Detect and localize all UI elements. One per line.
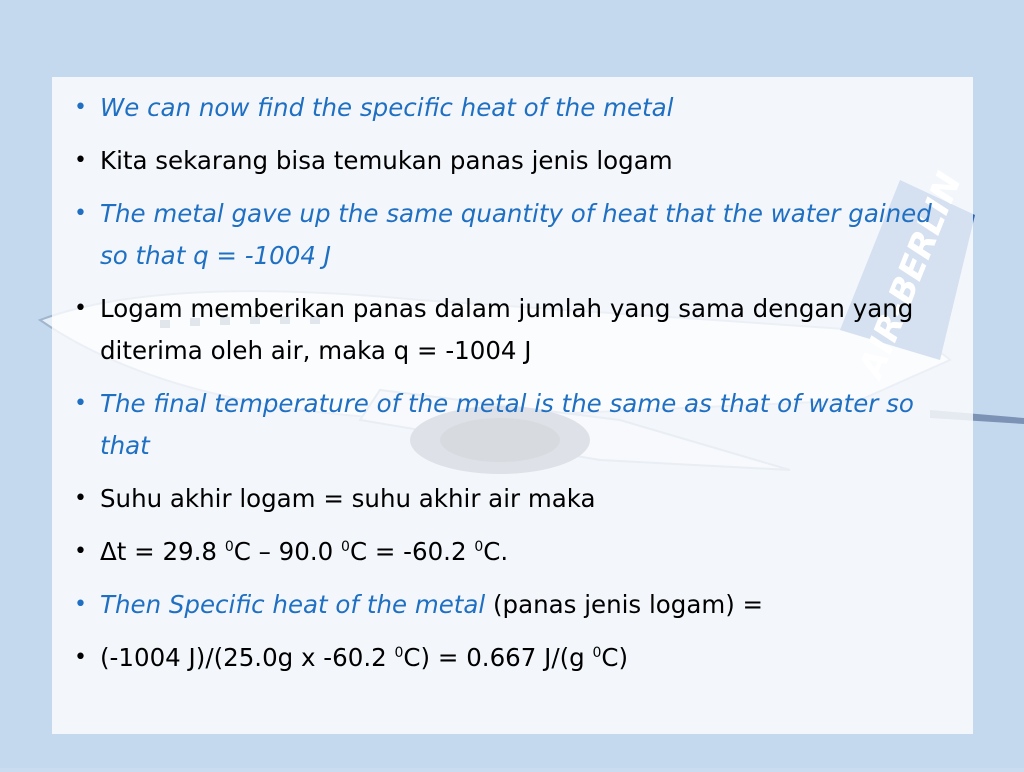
bullet-dot-icon: • [74, 645, 87, 670]
bullet-item-english [72, 383, 953, 467]
bullet-text: Suhu akhir logam = suhu akhir air maka [100, 484, 596, 513]
equation-part: C) = 0.667 J/(g [403, 643, 593, 672]
equation-part: C. [483, 537, 509, 566]
bullet-dot-icon: • [74, 201, 87, 226]
bullet-dot-icon: • [74, 95, 87, 120]
degree-superscript: 0 [341, 538, 350, 555]
degree-superscript: 0 [224, 538, 234, 555]
bullet-dot-icon: • [74, 148, 87, 173]
equation-part: C) [601, 643, 629, 672]
slide-content-box [52, 77, 973, 734]
bullet-item-equation [72, 531, 953, 573]
bullet-dot-icon: • [74, 391, 87, 416]
bullet-dot-icon: • [74, 486, 87, 511]
bullet-item [72, 288, 953, 372]
bullet-dot-icon: • [74, 592, 87, 617]
bullet-item-equation [72, 637, 953, 679]
bullet-text: The metal gave up the same quantity of heat that the water gained so that q = -1004 J [100, 199, 932, 270]
equation-text [100, 537, 508, 566]
bullet-item [72, 478, 953, 520]
bullet-indonesian-part: (panas jenis logam) = [485, 590, 764, 619]
equation-text [100, 643, 628, 672]
bullet-text: The final temperature of the metal is the same as that of water so that [100, 389, 914, 460]
bullet-item [72, 140, 953, 182]
bullet-dot-icon: • [74, 539, 87, 564]
equation-part: Δt = 29.8 [100, 537, 225, 566]
equation-part: C – 90.0 [233, 537, 342, 566]
bullet-text: Kita sekarang bisa temukan panas jenis logam [100, 146, 673, 175]
degree-superscript: 0 [394, 644, 404, 661]
equation-part: (-1004 J)/(25.0g x -60.2 [100, 643, 395, 672]
bullet-item-english [72, 193, 953, 277]
bullet-item-mixed [72, 584, 953, 626]
bullet-item-english [72, 87, 953, 129]
bullet-dot-icon: • [74, 296, 87, 321]
degree-superscript: 0 [474, 538, 484, 555]
degree-superscript: 0 [592, 644, 602, 661]
bullet-english-part: Then Specific heat of the metal [100, 590, 486, 619]
bullet-text: We can now find the specific heat of the metal [100, 93, 674, 122]
bullet-text: Logam memberikan panas dalam jumlah yang sama dengan yang diterima oleh air, maka q = -1004 J [100, 294, 914, 365]
equation-part: C = -60.2 [349, 537, 475, 566]
bullet-list [72, 87, 953, 679]
